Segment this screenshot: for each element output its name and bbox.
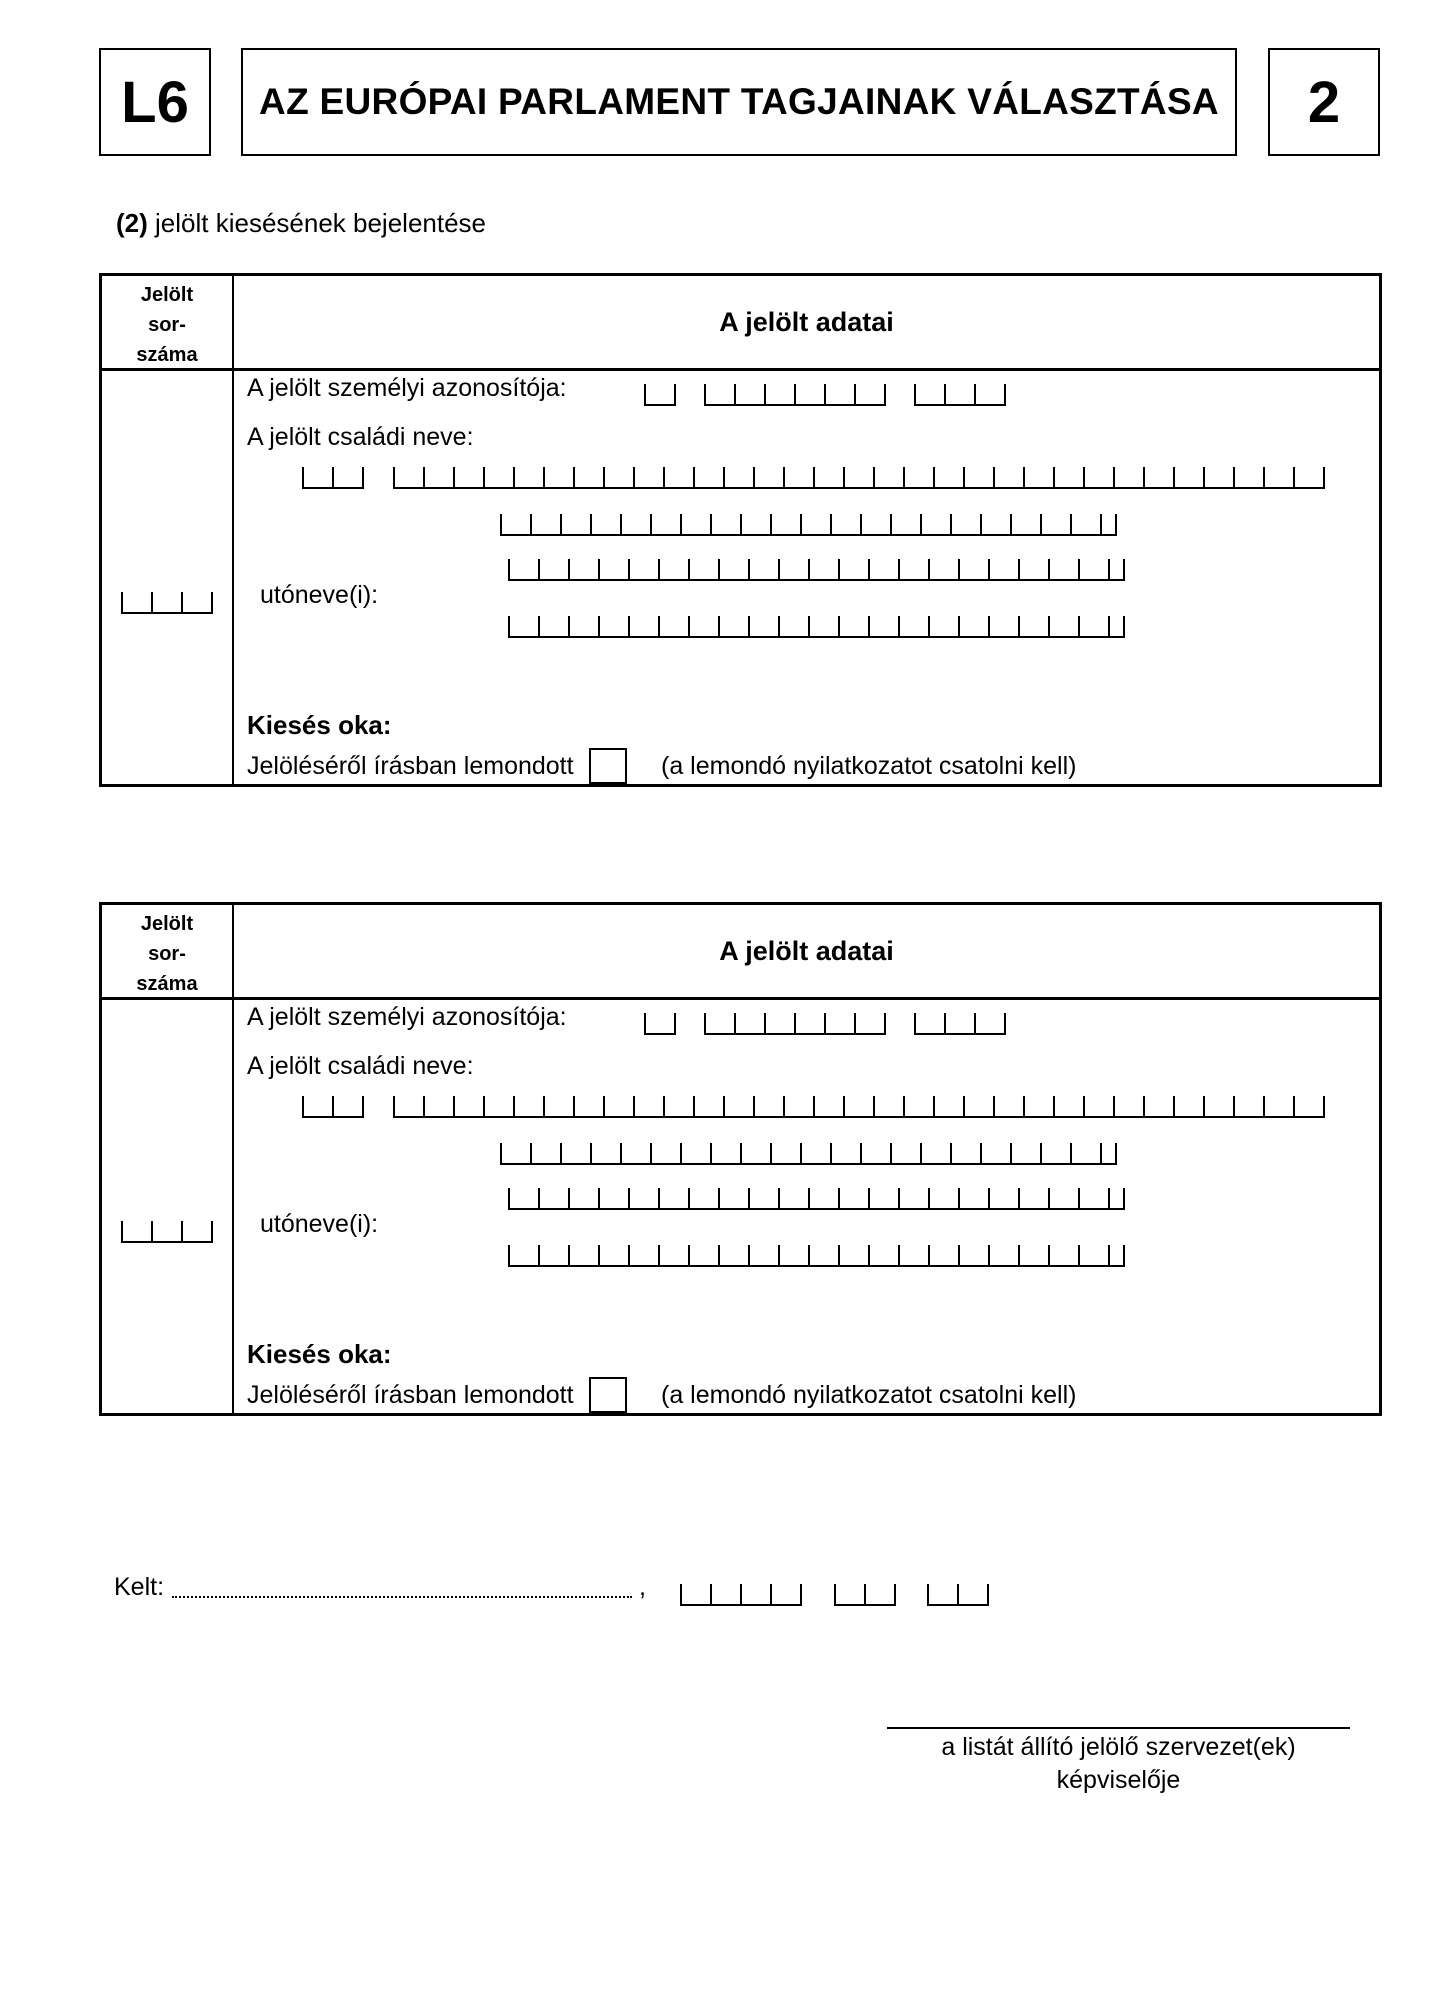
family-name-field-2[interactable] <box>500 514 1117 536</box>
page-number-box <box>1268 48 1380 156</box>
form-subtitle <box>116 208 486 239</box>
candidate-data-header-text: A jelölt adatai <box>719 935 894 966</box>
date-place-field[interactable] <box>172 1596 632 1598</box>
given-names-label: utóneve(i): <box>260 581 379 609</box>
date-month-field[interactable] <box>834 1584 896 1606</box>
personal-id-field-3[interactable] <box>914 384 1006 406</box>
serial-header-line3: száma <box>136 344 198 366</box>
serial-header-line1: Jelölt <box>140 284 194 306</box>
serial-header-line2: sor- <box>148 943 186 965</box>
personal-id-field-1[interactable] <box>644 1013 676 1035</box>
personal-id-field-2[interactable] <box>704 1013 886 1035</box>
personal-id-field-3[interactable] <box>914 1013 1006 1035</box>
date-year-field[interactable] <box>680 1584 802 1606</box>
family-name-label: A jelölt családi neve: <box>247 423 474 451</box>
personal-id-field-2[interactable] <box>704 384 886 406</box>
withdrawal-note: (a lemondó nyilatkozatot csatolni kell) <box>661 1381 1077 1409</box>
candidate-data-header <box>234 905 1379 997</box>
form-title: AZ EURÓPAI PARLAMENT TAGJAINAK VÁLASZTÁSA <box>259 81 1219 122</box>
subtitle-text: jelölt kiesésének bejelentése <box>155 208 487 238</box>
candidate-data-header-text: A jelölt adatai <box>719 306 894 337</box>
family-name-field-1[interactable] <box>393 1096 1325 1118</box>
withdrawal-checkbox[interactable] <box>589 1377 627 1413</box>
serial-number-header <box>102 909 232 999</box>
family-name-label: A jelölt családi neve: <box>247 1052 474 1080</box>
withdrawal-reason-title: Kiesés oka: <box>247 1339 392 1369</box>
signature-caption-line1: a listát állító jelölő szervezet(ek) <box>941 1733 1296 1761</box>
serial-number-field[interactable] <box>121 1221 213 1243</box>
given-names-label: utóneve(i): <box>260 1210 379 1238</box>
candidate-block-1 <box>99 273 1382 787</box>
withdrawal-reason-option: Jelöléséről írásban lemondott <box>247 1381 574 1409</box>
form-code-box <box>99 48 211 156</box>
given-names-field-1[interactable] <box>508 559 1125 581</box>
family-name-prefix-field[interactable] <box>302 467 364 489</box>
signature-caption-line2: képviselője <box>1056 1766 1181 1794</box>
serial-number-header <box>102 280 232 370</box>
withdrawal-note: (a lemondó nyilatkozatot csatolni kell) <box>661 752 1077 780</box>
candidate-data-header <box>234 276 1379 368</box>
given-names-field-2[interactable] <box>508 1245 1125 1267</box>
form-title-box <box>241 48 1237 156</box>
signature-caption <box>887 1731 1350 1797</box>
header-divider <box>102 997 1379 1000</box>
date-day-field[interactable] <box>927 1584 989 1606</box>
personal-id-field-1[interactable] <box>644 384 676 406</box>
withdrawal-reason-title: Kiesés oka: <box>247 710 392 740</box>
serial-header-line1: Jelölt <box>140 913 194 935</box>
subtitle-number: (2) <box>116 208 148 238</box>
signature-line[interactable] <box>887 1727 1350 1729</box>
given-names-field-2[interactable] <box>508 616 1125 638</box>
family-name-field-2[interactable] <box>500 1143 1117 1165</box>
family-name-prefix-field[interactable] <box>302 1096 364 1118</box>
header-divider <box>102 368 1379 371</box>
withdrawal-reason-option: Jelöléséről írásban lemondott <box>247 752 574 780</box>
family-name-field-1[interactable] <box>393 467 1325 489</box>
serial-number-field[interactable] <box>121 592 213 614</box>
personal-id-label: A jelölt személyi azonosítója: <box>247 374 567 402</box>
serial-header-line3: száma <box>136 973 198 995</box>
serial-header-line2: sor- <box>148 314 186 336</box>
page-number: 2 <box>1307 69 1341 135</box>
given-names-field-1[interactable] <box>508 1188 1125 1210</box>
withdrawal-checkbox[interactable] <box>589 748 627 784</box>
personal-id-label: A jelölt személyi azonosítója: <box>247 1003 567 1031</box>
candidate-block-2 <box>99 902 1382 1416</box>
date-place-label: Kelt: <box>114 1573 165 1601</box>
form-code: L6 <box>121 69 189 135</box>
date-comma: , <box>639 1573 646 1601</box>
